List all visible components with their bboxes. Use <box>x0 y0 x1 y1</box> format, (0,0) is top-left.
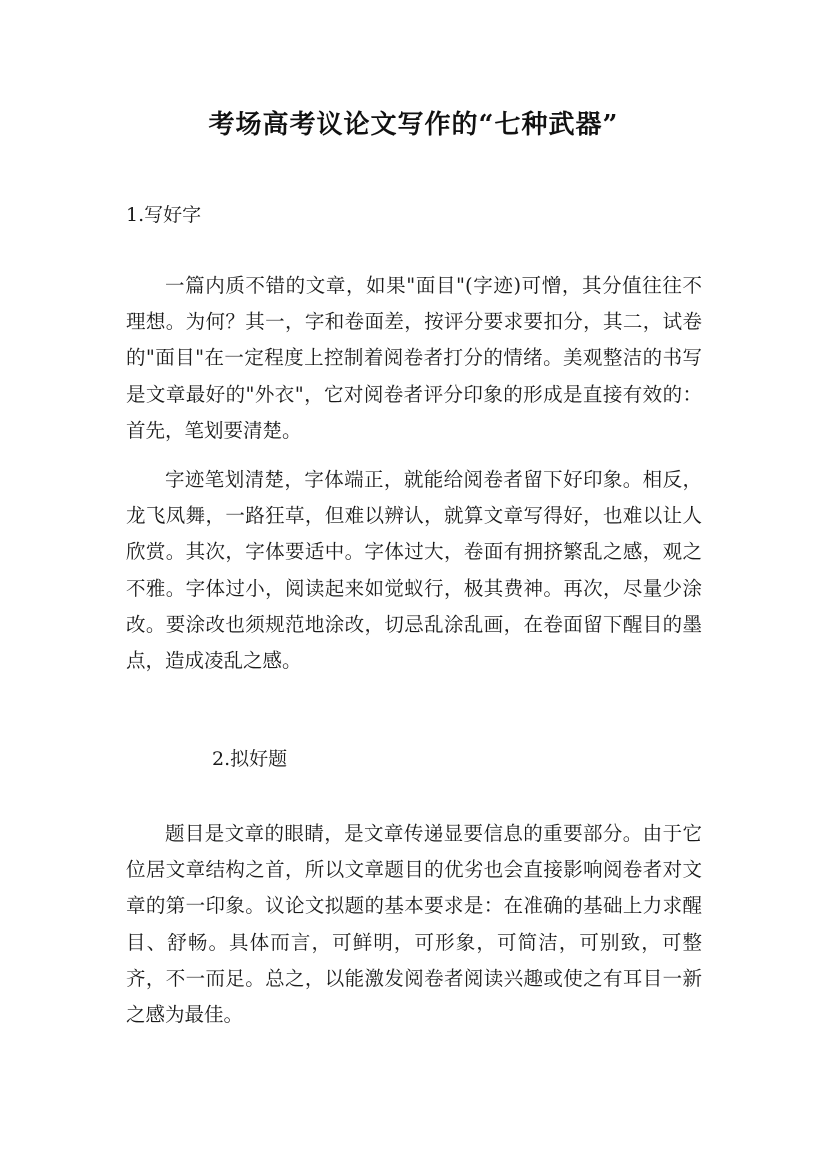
section-1-paragraph-1: 一篇内质不错的文章，如果"面目"(字迹)可憎，其分值往往不理想。为何？其一，字和卷面差，按评分要求要扣分，其二，试卷的"面目"在一定程度上控制着阅卷者打分的情绪。美观整洁的书写是文章最好的"外衣"，它对阅卷者评分印象的形成是直接有效的：首先，笔划要清楚。 <box>126 274 702 442</box>
section-2-paragraph-1: 题目是文章的眼睛，是文章传递显要信息的重要部分。由于它位居文章结构之首，所以文章题目的优劣也会直接影响阅卷者对文章的第一印象。议论文拟题的基本要求是：在准确的基础上力求醒目、舒畅。具体而言，可鲜明，可形象，可简洁，可别致，可整齐，不一而足。总之，以能激发阅卷者阅读兴趣或使之有耳目一新之感为最佳。 <box>126 822 702 1027</box>
section-heading-2: 2.拟好题 <box>212 748 288 770</box>
section-1-paragraph-2: 字迹笔划清楚，字体端正，就能给阅卷者留下好印象。相反，龙飞凤舞，一路狂草，但难以辨认，就算文章写得好，也难以让人欣赏。其次，字体要适中。字体过大，卷面有拥挤繁乱之感，观之不雅。字体过小，阅读起来如觉蚁行，极其费神。再次，尽量少涂改。要涂改也须规范地涂改，切忌乱涂乱画，在卷面留下醒目的墨点，造成凌乱之感。 <box>126 468 702 673</box>
document-title: 考场高考议论文写作的“七种武器” <box>208 110 619 140</box>
section-heading-1: 1.写好字 <box>126 204 202 226</box>
